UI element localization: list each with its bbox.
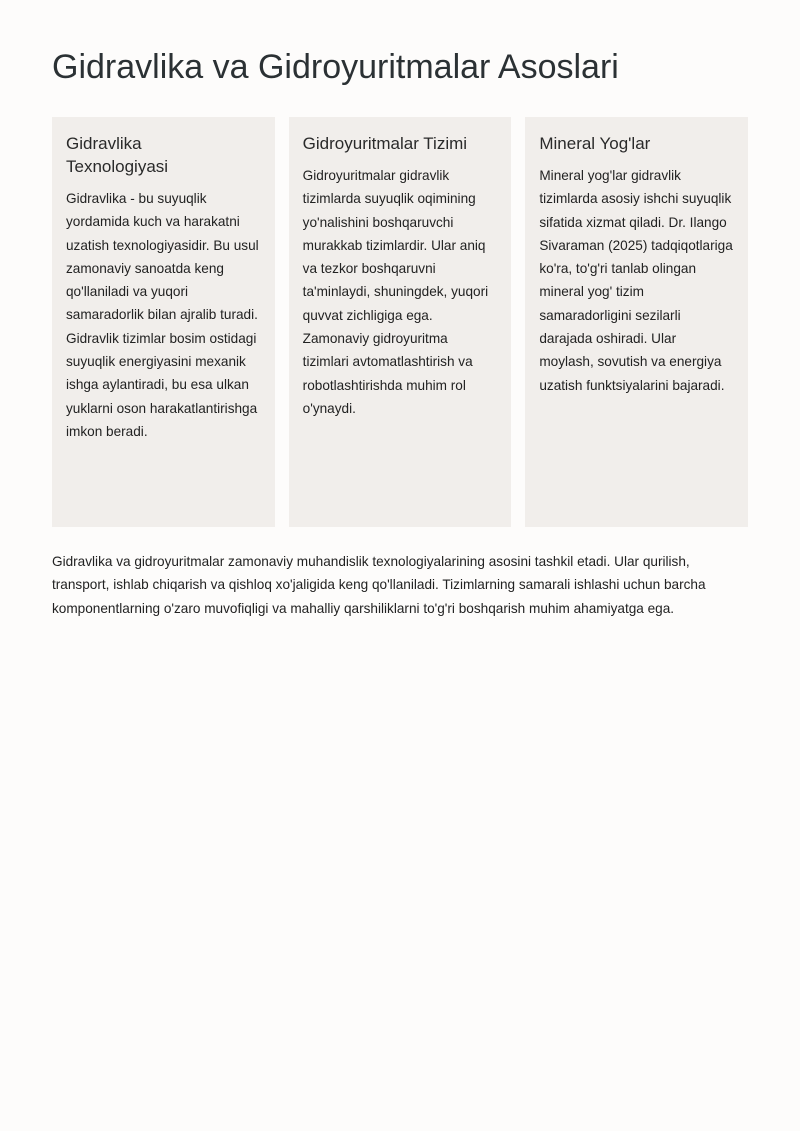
- card-text: Gidravlika - bu suyuqlik yordamida kuch va harakatni uzatish texnologiyasidir. Bu usul zamonaviy sanoatda keng qo'llaniladi va yuqori samaradorlik bilan ajralib turadi. Gidravlik tizimlar bosim ostidagi suyuqlik energiyasini mexanik ishga aylantiradi, bu esa ulkan yuklarni oson harakatlantirishga imkon beradi.: [66, 191, 259, 439]
- card-title: Gidroyuritmalar Tizimi: [302, 134, 468, 153]
- card-mineral-yoglar: [525, 117, 748, 527]
- card-text: Gidroyuritmalar gidravlik tizimlarda suyuqlik oqimining yo'nalishini boshqaruvchi murakkab tizimlardir. Ular aniq va tezkor boshqaruvni ta'minlaydi, shuningdek, yuqori quvvat zichligiga ega. Zamonaviy gidroyuritma tizimlari avtomatlashtirish va robotlashtirishda muhim rol o'ynaydi.: [302, 168, 489, 416]
- card-title: Gidravlika Texnologiyasi: [66, 134, 169, 176]
- card-gidravlika-texnologiyasi: [52, 117, 275, 527]
- card-row: [52, 117, 748, 527]
- card-text: Mineral yog'lar gidravlik tizimlarda asosiy ishchi suyuqlik sifatida xizmat qiladi. Dr. Ilango Sivaraman (2025) tadqiqotlariga ko'ra, to'g'ri tanlab olingan mineral yog' tizim samaradorligini sezilarli darajada oshiradi. Ular moylash, sovutish va energiya uzatish funktsiyalarini bajaradi.: [539, 168, 733, 393]
- card-gidroyuritmalar-tizimi: [289, 117, 512, 527]
- summary-paragraph: Gidravlika va gidroyuritmalar zamonaviy muhandislik texnologiyalarining asosini tashkil etadi. Ular qurilish, transport, ishlab chiqarish va qishloq xo'jaligida keng qo'llaniladi. Tizimlarning samarali ishlashi uchun barcha komponentlarning o'zaro muvofiqligi va mahalliy qarshiliklarni to'g'ri boshqarish muhim ahamiyatga ega.: [52, 554, 706, 616]
- page-title: Gidravlika va Gidroyuritmalar Asoslari: [52, 48, 619, 86]
- card-title: Mineral Yog'lar: [539, 134, 651, 153]
